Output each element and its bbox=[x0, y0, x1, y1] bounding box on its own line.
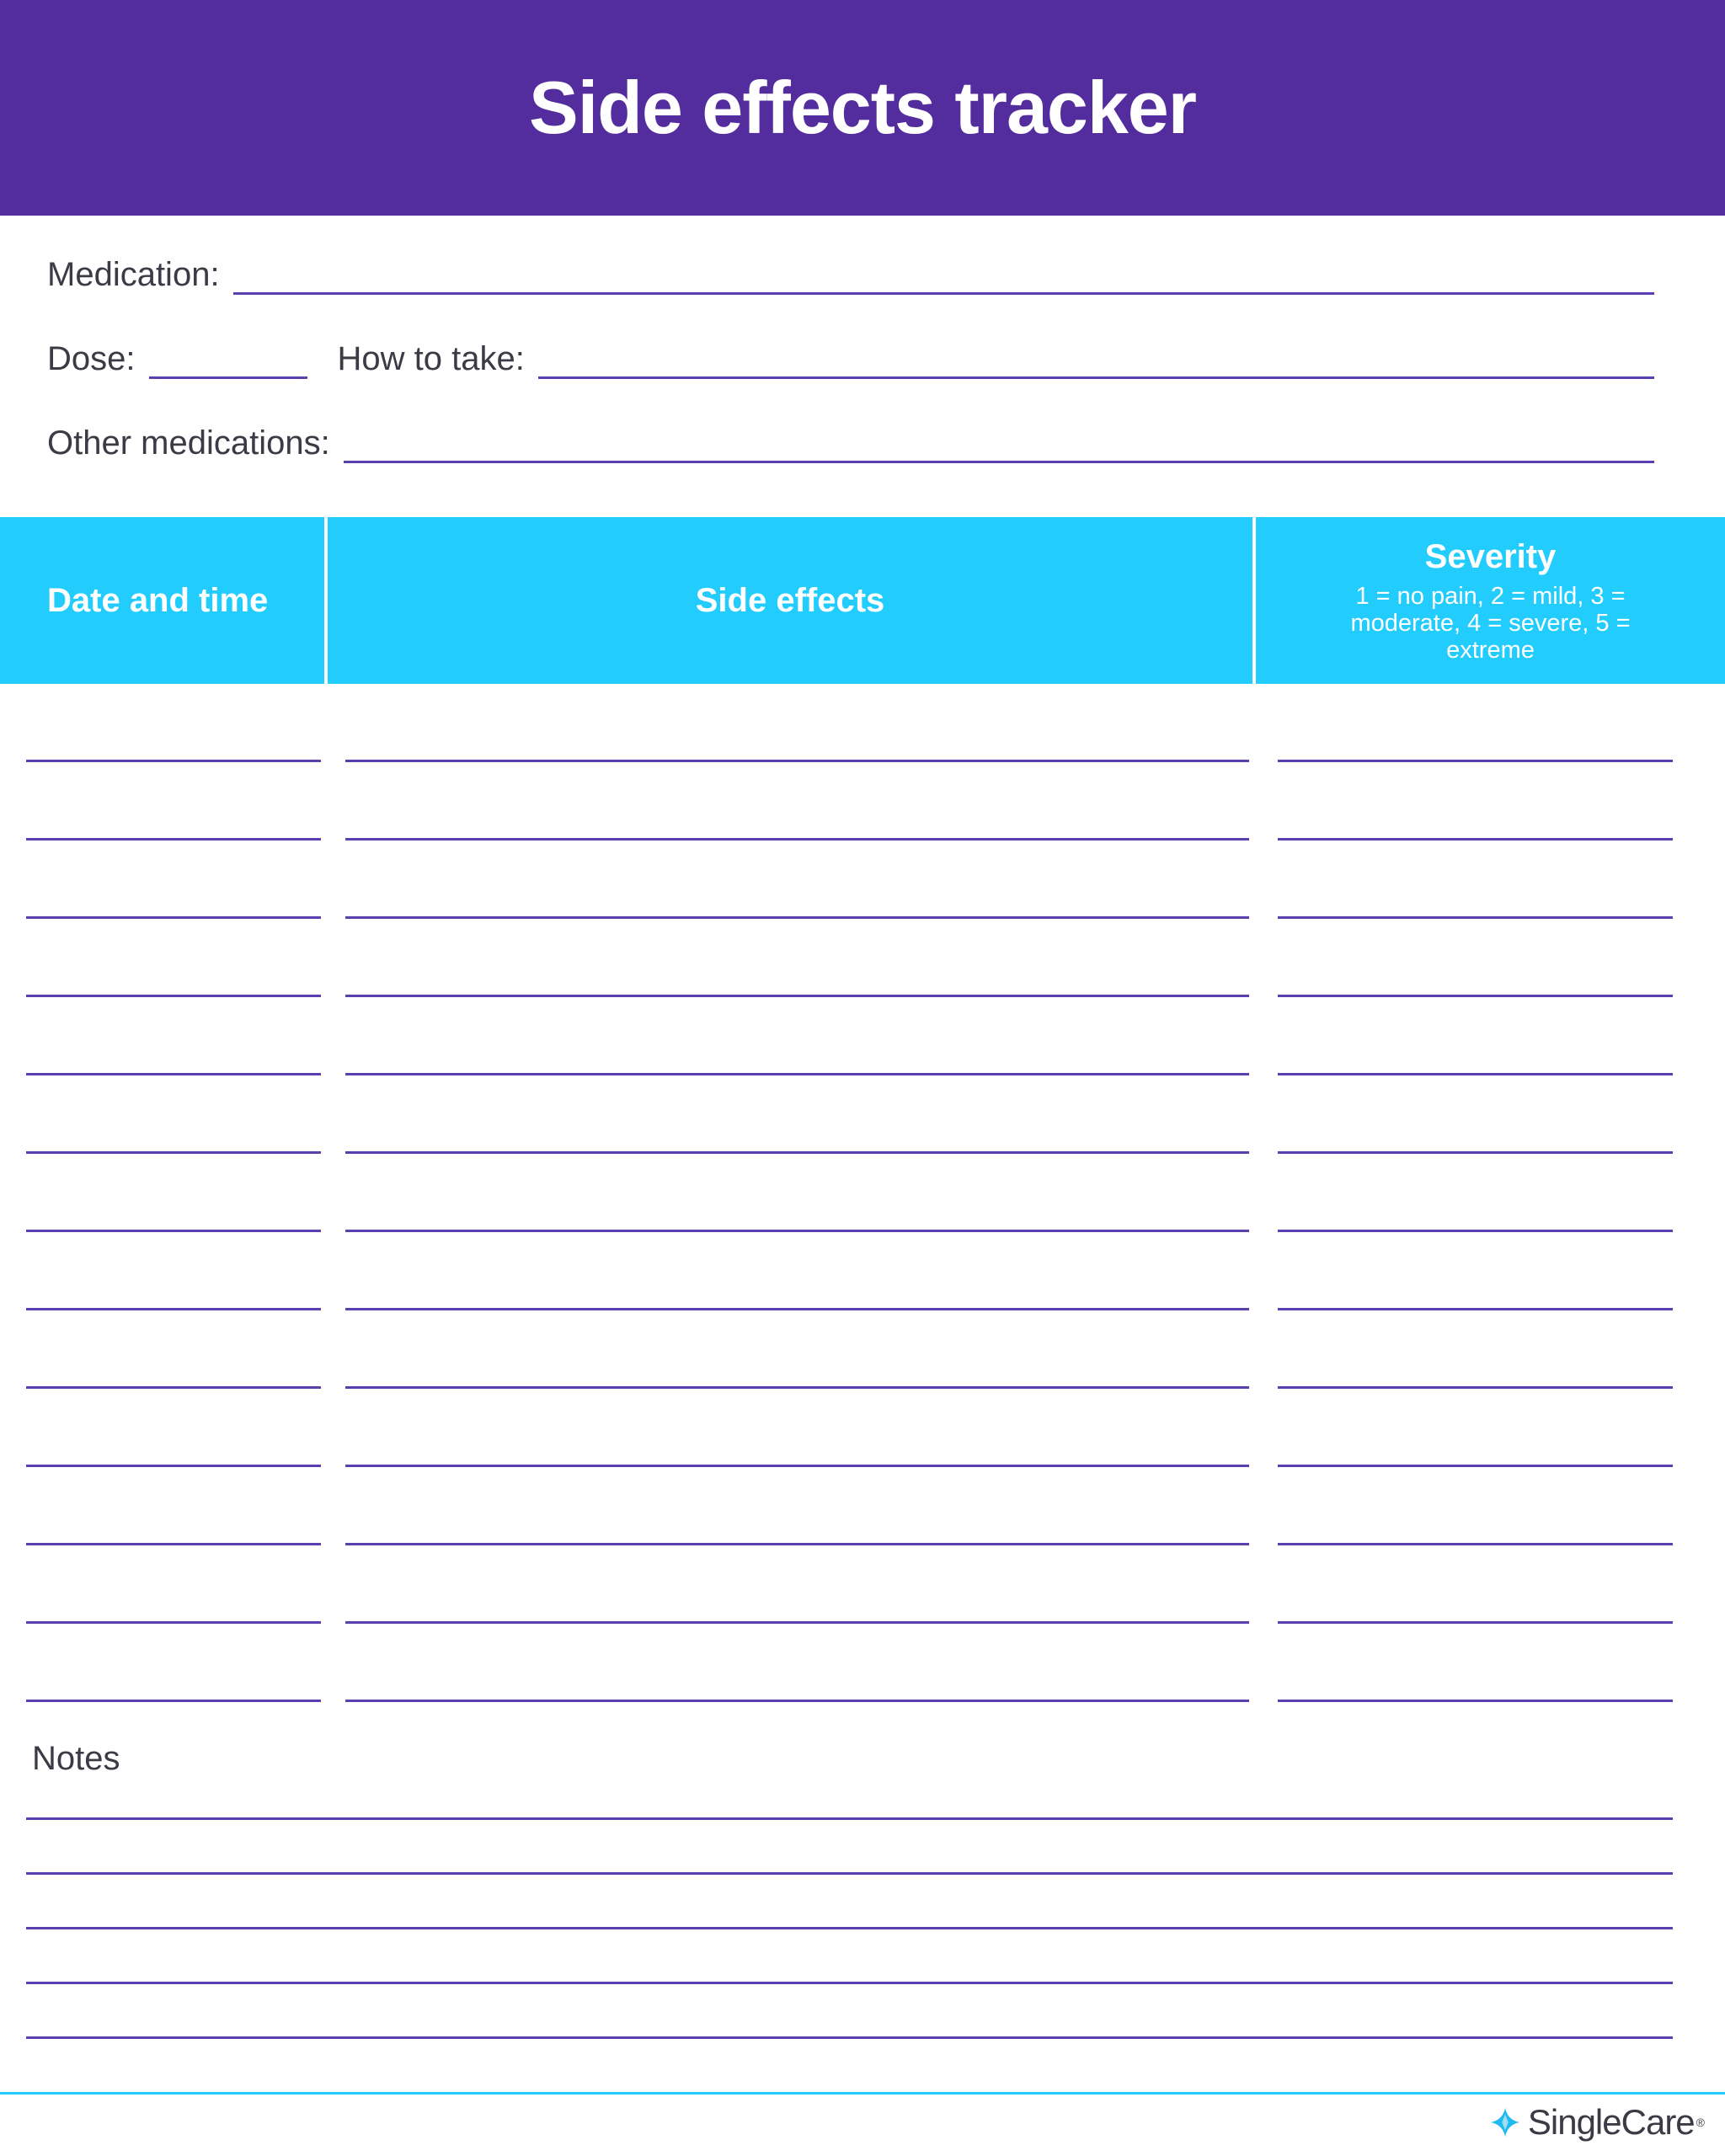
other-medications-label: Other medications: bbox=[47, 424, 330, 462]
medication-row bbox=[47, 246, 1654, 296]
date-entry-line[interactable] bbox=[26, 1700, 321, 1702]
severity-entry-line[interactable] bbox=[1278, 1700, 1673, 1702]
table-row bbox=[0, 1624, 1725, 1702]
dose-label: Dose: bbox=[47, 340, 136, 377]
medication-label: Medication: bbox=[47, 256, 220, 293]
table-header bbox=[0, 517, 1725, 684]
side-effects-column-label: Side effects bbox=[695, 581, 885, 619]
table-row bbox=[0, 1310, 1725, 1389]
side-effects-entry-line[interactable] bbox=[345, 1700, 1249, 1702]
severity-column-label: Severity bbox=[1424, 537, 1557, 575]
how-to-take-field[interactable] bbox=[538, 376, 1654, 379]
notes-area bbox=[26, 1765, 1673, 2039]
other-medications-field[interactable] bbox=[344, 461, 1654, 463]
table-row bbox=[0, 684, 1725, 762]
notes-entry-line[interactable] bbox=[26, 1929, 1673, 1984]
column-header-severity bbox=[1256, 517, 1725, 684]
table-row bbox=[0, 762, 1725, 841]
medication-field[interactable] bbox=[233, 292, 1654, 295]
notes-entry-line[interactable] bbox=[26, 1765, 1673, 1820]
table-row bbox=[0, 1545, 1725, 1624]
page-title: Side effects tracker bbox=[529, 66, 1196, 149]
table-row bbox=[0, 997, 1725, 1075]
table-row bbox=[0, 1389, 1725, 1467]
other-medications-row bbox=[47, 414, 1654, 465]
log-table-body bbox=[0, 684, 1725, 1702]
date-column-label: Date and time bbox=[47, 581, 269, 619]
table-row bbox=[0, 1075, 1725, 1154]
notes-label: Notes bbox=[32, 1740, 120, 1777]
severity-scale: 1 = no pain, 2 = mild, 3 = moderate, 4 = severe, 5 = extreme bbox=[1350, 582, 1631, 664]
dose-row bbox=[47, 330, 1654, 381]
notes-entry-line[interactable] bbox=[26, 1875, 1673, 1929]
singlecare-cross-icon bbox=[1489, 2106, 1521, 2138]
table-row bbox=[0, 841, 1725, 919]
column-header-side-effects bbox=[328, 517, 1256, 684]
table-row bbox=[0, 1232, 1725, 1310]
notes-entry-line[interactable] bbox=[26, 1820, 1673, 1875]
table-row bbox=[0, 1154, 1725, 1232]
dose-field[interactable] bbox=[149, 376, 307, 379]
footer-divider bbox=[0, 2092, 1725, 2095]
title-banner bbox=[0, 0, 1725, 216]
brand-logo bbox=[1489, 2102, 1705, 2143]
brand-name: SingleCare bbox=[1527, 2102, 1695, 2142]
column-header-date bbox=[0, 517, 328, 684]
registered-mark: ® bbox=[1696, 2116, 1705, 2129]
table-row bbox=[0, 919, 1725, 997]
table-row bbox=[0, 1467, 1725, 1545]
how-to-take-label: How to take: bbox=[337, 340, 525, 377]
notes-entry-line[interactable] bbox=[26, 1984, 1673, 2039]
